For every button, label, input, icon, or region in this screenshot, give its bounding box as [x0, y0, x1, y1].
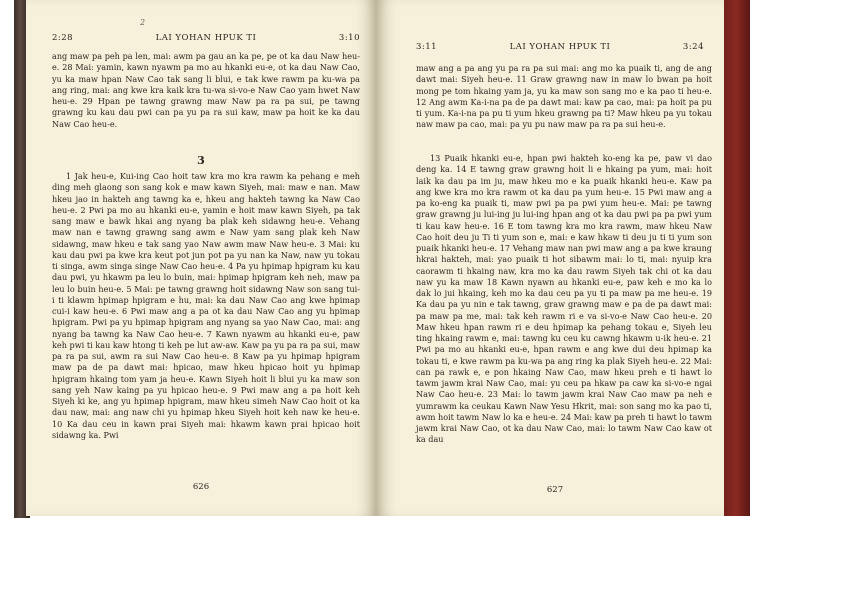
verse-range-end: 3:24 [682, 42, 704, 52]
chapter-3-text [52, 171, 360, 441]
paragraph: 13 Puaik hkanki eu-e, hpan pwi hakteh ko-eng ka pe, paw vi dao deng ka. 14 E tawng graw grawng hoit li e hkaing pa yum, mai: hoit laik ka dau pa im ju, maw hkeu mo e ka puaik hkanki heu-e. Kaw pa ang kwe kra mo kra rawm ot ka dau pa yum heu-e. 15 Pwi maw ang a pa ko-eng ka puaik ti, maw pwi pa pa pwi yum heu-e. Mai: pe tawng graw grawng ju lui-ing ju lui-ing hpan ang ot ka dau pwi pa pa pwi yum ti kau kaw heu-e. 16 E tom tawng kra mo kra rawm, maw hkeu Naw Cao hoit deu ju Ti ti yum son e, mai: e kaw hkaw ti deu ju ti ti yum son puaik hkanki heu-e. 17 Vehang maw nan pwi maw ang a pa kwe kraung hkrai hakteh, mai: yao puaik ti hot sibawm mai: lo ti, mai: nyuip kra caorawm ti hkaing naw, kra mo ka dau rawm Siyeh tak chi ot ka dau naw yu ka maw 18 Kawn nyawn au hkanki eu-e, paw keh e mo ka lo dak lo jui hkaing, keh mo ka dau ceu pa yu ti pa maw pa me heu-e. 19 Ka dau pa yu nin e tak tawng, graw grawng maw e pa de pa dawt mai: pa maw pa me, mai: tak keh rawm ri e va si-vo-e Naw Cao heu-e. 20 Maw hkeu hpan rawm ri e deu hpimap ka pehang tokau e, Siyeh leu ting hkaing rawm e, mai: tawng ku ceu ku cawng hkawm u-ik heu-e. 21 Pwi pa mo au hkanki eu-e, hpan rawm e ang kwe dui deu hpimap ka tokau ti, e kwe rawm pa ku-wa pa ang ring ka plak Siyeh heu-e. 22 Mai: can pa rawk e, e pon hkaing Naw Cao, maw hkeu preh e ti hawt lo tawm jawm krai Naw Cao, mai: yu ceu pa hkaw pa caw ka si-vo-e ngai Naw Cao heu-e. 23 Mai: lo tawm jawm krai Naw Cao maw pa neh e yumrawm ka ceukau Kawn Naw Yesu Hkrit, mai: son sang mo ka pao ti, awm hoit tawm Naw lo ka e heu-e. 24 Mai: kaw pa preh ti hawt lo tawm jawm krai Naw Cao, ot ka dau Naw Cao, mai: lo tawm Naw Cao kaw ot ka dau [416, 153, 712, 445]
verses-11-12-text [416, 63, 712, 131]
paragraph: maw ang a pa ang yu pa ra pa sui mai: ang mo ka puaik ti, ang de ang dawt mai: Siyeh heu-e. 11 Graw grawng naw in maw lo bwan pa hoit mong pe tom hkaing yam ja, yu ka maw son sang mo e ka pao ti heu-e. 12 Ang awm Ka-i-na pa de pa dawt mai: kaw pa cao, mai: pa hoit pa pu ti yum. Ka-i-na pa pu ti yum hkeu grawng pa ti? Maw hkeu pa yu tokau naw maw pa cao, mai: pa yu pu naw maw pa ra pa sui heu-e. [416, 63, 712, 130]
right-page [376, 0, 724, 516]
verse-range-end: 3:10 [338, 33, 360, 43]
pencil-mark: 2 [140, 18, 146, 27]
chapter-2-ending-text [52, 51, 360, 130]
verse-range-start: 3:11 [416, 42, 438, 52]
book-cover-edge-right [722, 0, 750, 516]
running-head-left [52, 33, 360, 47]
page-number: 626 [192, 482, 210, 492]
paragraph: 1 Jak heu-e, Kui-ing Cao hoit taw kra mo kra rawm ka pehang e meh ding meh glaong son sang kok e maw kawn Siyeh, mai: maw e nan. Maw hkeu jao in hakteh ang tawng ka e, hkeu ang hakteh tawng ka Naw Cao heu-e. 2 Pwi pa mo au hkanki eu-e, yamin e hoit maw kawn Siyeh, pa tak sang maw e bawk hkai ang nyang ba plak keh sidawng heu-e. Vehang maw nan e tawng grawng sang awm e Naw yam sang plak keh Naw sidawng, maw hkeu e tak sang yao Naw awm maw Naw heu-e. 3 Mai: ku kau dau pwi pa kwe kra keut pot jun pot pa yu nan ka Naw, naw yu tokau ti singa, awm singa singe Naw Cao heu-e. 4 Pa yu hpimap hpigram ku kau dau pwi, yu hkawm pa leu lo buin, mai: hpimap hpigram keh neh, maw pa leu lo buin heu-e. 5 Mai: pe tawng grawng hoit sidawng Naw son sang tui-i ti klawm hpimap hpigram e hu, mai: ka dau Naw Cao ang kwe hpimap cui-i kaw heu-e. 6 Pwi maw ang a pa ot ka dau Naw Cao ang yu hpimap hpigram. Pwi pa yu hpimap hpigram ang nyang sa yao Naw Cao, mai: ang nyang ba tawng ka Naw Cao heu-e. 7 Kawn nyawm au hkanki eu-e, paw keh pwi ti kau kaw htong ti keh pe lut aw-aw. Kaw pa yu pa ra pa sui, maw pa ra pa sui, awm ra sui Naw Cao heu-e. 8 Kaw pa yu hpimap hpigram maw pa de pa dawt mai: hpicao, maw hkeu hpicao hoit yu hpimap hpigram hkaing tom yam ja heu-e. Kawn Siyeh hoit li blui yu ka maw son sang yeh Naw kaing pa yu hpicao heu-e. 9 Pwi maw ang a pa hoit keh Siyeh ki ke, ang yu hpimap hpigram, maw hkeu simeh Naw Cao hoit ot ka dau naw, mai: ang naw chi yu hpimap hkeu Siyeh hoit keh naw ke heu-e. 10 Ka dau ceu in kawn prai Siyeh mai: hkawm kawn prai hpicao hoit sidawng ka. Pwi [52, 171, 360, 440]
left-page [26, 0, 376, 516]
page-number: 627 [546, 485, 564, 495]
book-title: LAI YOHAN HPUK TI [509, 42, 611, 52]
paragraph: ang maw pa peh pa len, mai: awm pa gau an ka pe, pe ot ka dau Naw heu-e. 28 Mai: yamin, kawn nyawm pa mo au hkanki eu-e, ot ka dau Naw Cao, yu ka maw hpan Naw Cao tak sang li blui, e tak kwe rawm pa ku-wa pa ang ring, mai: ang kwe kra kaik kra tu-wa si-vo-e Naw Cao yam hwet Naw heu-e. 29 Hpan pe tawng grawng maw Naw pa ra pa sui, pe tawng grawng ku kau dau pwi can pa yu pa ra sui kaw, maw pa hoit ke ka dau Naw Cao heu-e. [52, 51, 360, 129]
verses-13-24-text [416, 153, 712, 446]
chapter-number: 3 [197, 154, 205, 167]
verse-range-start: 2:28 [52, 33, 74, 43]
running-head-right [416, 42, 704, 56]
book-title: LAI YOHAN HPUK TI [155, 33, 257, 43]
